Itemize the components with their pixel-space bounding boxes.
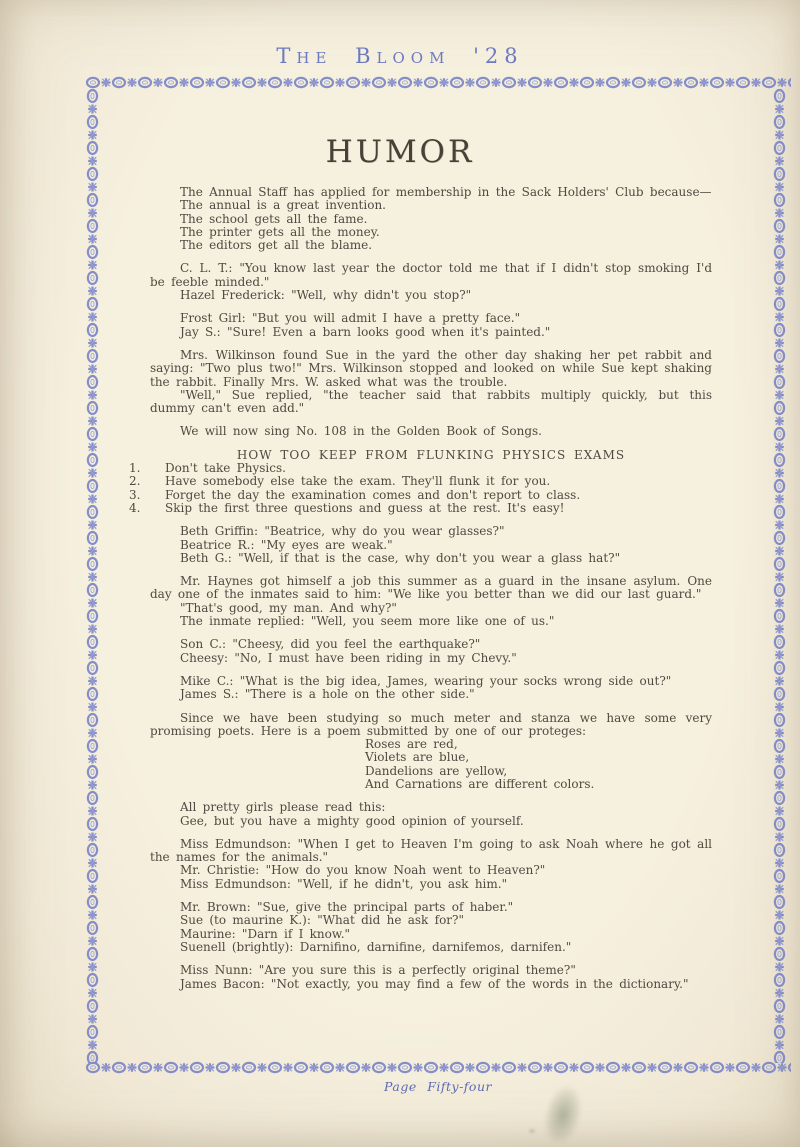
dialogue-line: Mike C.: "What is the big idea, James, wearing your socks wrong side out?" bbox=[180, 673, 672, 688]
dialogue-line: Miss Nunn: "Are you sure this is a perfectly original theme?" bbox=[180, 963, 576, 978]
paragraph: We will now sing No. 108 in the Golden Book of Songs. bbox=[180, 424, 542, 439]
poem-line: Roses are red, bbox=[365, 737, 458, 752]
intro-block bbox=[150, 186, 712, 252]
poem-line: And Carnations are different colors. bbox=[365, 776, 595, 791]
dialogue-line: Mr. Brown: "Sue, give the principal parts of haber." bbox=[180, 900, 514, 915]
joke-earthquake bbox=[150, 638, 712, 665]
page-number: Page Fifty-four bbox=[384, 1079, 492, 1094]
page-body bbox=[129, 185, 712, 991]
list-text: Have somebody else take the exam. They'll flunk it for you. bbox=[165, 474, 551, 489]
dialogue-line: Cheesy: "No, I must have been riding in my Chevy." bbox=[180, 650, 517, 665]
joke-theme bbox=[150, 964, 712, 991]
joke-doctor bbox=[150, 262, 712, 302]
dialogue-line: The inmate replied: "Well, you seem more like one of us." bbox=[180, 614, 555, 629]
poem-line: Dandelions are yellow, bbox=[365, 763, 508, 778]
joke-haber bbox=[150, 901, 712, 954]
list-number: 4. bbox=[129, 500, 141, 515]
paragraph: Mrs. Wilkinson found Sue in the yard the other day shaking her pet rabbit and saying: "Two plus two!" Mrs. Wilkinson stopped and looked on while Sue kept shaking the rabbit. Finally Mrs. W. asked what was the trouble. bbox=[150, 347, 712, 389]
paragraph: Mr. Haynes got himself a job this summer as a guard in the insane asylum. One day one of the inmates said to him: "We like you better than we did our last guard." bbox=[150, 574, 712, 602]
list-number: 3. bbox=[129, 487, 141, 502]
joke-socks bbox=[150, 675, 712, 702]
dialogue-line: Son C.: "Cheesy, did you feel the earthquake?" bbox=[180, 637, 481, 652]
dialogue-line: James S.: "There is a hole on the other side." bbox=[180, 687, 475, 702]
dialogue-line: Suenell (brightly): Darnifino, darnifine, darnifemos, darnifen." bbox=[180, 939, 572, 954]
intro-line: The school gets all the fame. bbox=[180, 211, 368, 226]
decorative-border-right bbox=[771, 88, 788, 1063]
dialogue-line: Sue (to maurine K.): "What did he ask for?" bbox=[180, 913, 464, 928]
subsection-heading: HOW TOO KEEP FROM FLUNKING PHYSICS EXAMS bbox=[236, 447, 626, 462]
paragraph: All pretty girls please read this: bbox=[180, 800, 386, 815]
dialogue-line: Maurine: "Darn if I know." bbox=[180, 926, 351, 941]
decorative-border-bottom bbox=[85, 1059, 791, 1076]
dialogue-line: Frost Girl: "But you will admit I have a pretty face." bbox=[180, 311, 521, 326]
list-text: Forget the day the examination comes and don't report to class. bbox=[165, 487, 581, 502]
dialogue-line: Beth G.: "Well, if that is the case, why don't you wear a glass hat?" bbox=[180, 550, 621, 565]
paragraph: The Annual Staff has applied for membership in the Sack Holders' Club because— bbox=[180, 185, 712, 199]
joke-frost bbox=[150, 312, 712, 339]
joke-noah bbox=[150, 838, 712, 891]
poem-block bbox=[150, 712, 712, 792]
section-title: HUMOR bbox=[325, 134, 475, 170]
list-item bbox=[129, 489, 712, 502]
list-item bbox=[129, 502, 712, 515]
list-number: 1. bbox=[129, 461, 141, 476]
page-header-title: The Bloom '28 bbox=[276, 44, 524, 68]
list-number: 2. bbox=[129, 474, 141, 489]
intro-line: The editors get all the blame. bbox=[180, 238, 373, 253]
list-item bbox=[129, 475, 712, 488]
dialogue-line: Jay S.: "Sure! Even a barn looks good when it's painted." bbox=[180, 324, 551, 339]
joke-glasses bbox=[150, 525, 712, 565]
paragraph: Since we have been studying so much meter and stanza we have some very promising poets. Here is a poem submitted by one of our proteges: bbox=[150, 710, 712, 738]
poem bbox=[365, 738, 712, 791]
decorative-border-top bbox=[85, 74, 791, 91]
paragraph: "Well," Sue replied, "the teacher said that rabbits multiply quickly, but this dummy can't even add." bbox=[150, 387, 712, 416]
decorative-border-left bbox=[84, 88, 101, 1063]
dialogue-line: Miss Edmundson: "Well, if he didn't, you ask him." bbox=[180, 876, 508, 891]
intro-line: The annual is a great invention. bbox=[180, 198, 386, 213]
dialogue-line: "That's good, my man. And why?" bbox=[180, 600, 397, 615]
dialogue-line: C. L. T.: "You know last year the doctor told me that if I didn't stop smoking I'd be feeble minded." bbox=[150, 261, 712, 289]
dialogue-line: Hazel Frederick: "Well, why didn't you stop?" bbox=[180, 288, 472, 303]
poem-line: Violets are blue, bbox=[365, 750, 470, 765]
ink-speck bbox=[528, 1128, 536, 1134]
joke-rabbit bbox=[150, 349, 712, 415]
list-item bbox=[129, 462, 712, 475]
paragraph: Miss Edmundson: "When I get to Heaven I'm going to ask Noah where he got all the names for the animals." bbox=[150, 836, 712, 865]
list-text: Skip the first three questions and guess at the rest. It's easy! bbox=[165, 500, 565, 515]
intro-line: The printer gets all the money. bbox=[180, 224, 380, 239]
physics-block bbox=[129, 447, 712, 515]
paragraph: Gee, but you have a mighty good opinion of yourself. bbox=[180, 813, 524, 828]
dialogue-line: Mr. Christie: "How do you know Noah went to Heaven?" bbox=[180, 863, 546, 878]
dialogue-line: James Bacon: "Not exactly, you may find a few of the words in the dictionary." bbox=[180, 976, 689, 991]
joke-asylum bbox=[150, 575, 712, 628]
list-text: Don't take Physics. bbox=[165, 461, 286, 476]
dialogue-line: Beth Griffin: "Beatrice, why do you wear glasses?" bbox=[180, 524, 505, 539]
dialogue-line: Beatrice R.: "My eyes are weak." bbox=[180, 537, 393, 552]
sing-block bbox=[150, 425, 712, 438]
pretty-block bbox=[150, 801, 712, 828]
